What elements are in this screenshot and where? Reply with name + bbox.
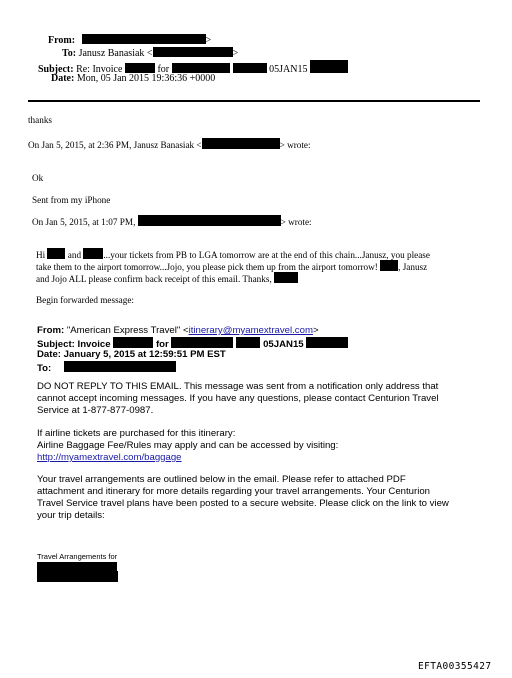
redaction	[47, 248, 65, 259]
para1-line1: DO NOT REPLY TO THIS EMAIL. This message was sent from a notification only address that	[37, 381, 439, 392]
fwd-subject-label: Subject:	[37, 339, 75, 350]
redaction	[37, 571, 118, 582]
para3-line1: Your travel arrangements are outlined below in the email. Please refer to attached PDF	[37, 474, 406, 485]
header-from: From: >	[48, 35, 212, 46]
header-to: To: Janusz Banasiak < >	[62, 48, 239, 59]
to-name: Janusz Banasiak <	[78, 48, 153, 59]
redaction	[172, 63, 230, 73]
travel-arrangements-label: Travel Arrangements for	[37, 552, 118, 561]
sent-from-text: Sent from my iPhone	[32, 195, 111, 205]
redaction	[82, 34, 206, 44]
redaction	[380, 260, 398, 271]
redaction	[64, 361, 176, 372]
message-line-1: Hi and ...your tickets from PB to LGA tomorrow are at the end of this chain...Janusz, you please	[36, 250, 430, 260]
fwd-subject-code: 05JAN15	[263, 339, 304, 350]
para3-line2: attachment and itinerary for more details regarding your travel arrangements. Your Centurion	[37, 486, 431, 497]
date-value: Mon, 05 Jan 2015 19:36:36 +0000	[76, 73, 216, 84]
redaction	[113, 337, 153, 348]
subject-prefix: Re: Invoice	[76, 64, 123, 75]
redaction	[171, 337, 233, 348]
fwd-to	[37, 361, 176, 375]
redaction	[83, 248, 103, 259]
redaction	[202, 138, 280, 149]
fwd-from-label: From:	[37, 325, 65, 336]
para2-line2: Airline Baggage Fee/Rules may apply and can be accessed by visiting:	[37, 440, 339, 451]
fwd-subject: Subject: Invoice for 05JAN15	[37, 337, 348, 351]
header-divider	[28, 100, 480, 102]
fwd-from-email-link[interactable]: itinerary@myamextravel.com	[188, 325, 313, 336]
para2-line1: If airline tickets are purchased for this itinerary:	[37, 428, 236, 439]
redaction	[153, 47, 233, 57]
subject-label: Subject:	[38, 64, 74, 75]
message-line-3: and Jojo ALL please confirm back receipt of this email. Thanks,	[36, 272, 298, 285]
subject-code: 05JAN15	[269, 64, 308, 75]
fwd-to-label: To:	[37, 363, 52, 374]
para3-line4: your trip details:	[37, 510, 105, 521]
to-label: To:	[62, 48, 77, 59]
baggage-link-row	[37, 452, 182, 464]
thanks-text: thanks	[28, 115, 52, 125]
quote-line-1: On Jan 5, 2015, at 2:36 PM, Janusz Banasiak < > wrote:	[28, 140, 311, 150]
from-label: From:	[48, 35, 76, 46]
header-date	[51, 73, 215, 84]
redaction	[233, 63, 267, 73]
document-id: EFTA00355427	[418, 661, 492, 672]
begin-forwarded: Begin forwarded message:	[36, 295, 134, 305]
date-label: Date:	[51, 73, 75, 84]
redaction	[138, 215, 281, 226]
redaction	[310, 60, 348, 73]
redaction	[274, 272, 298, 283]
fwd-from-name: "American Express Travel" <	[66, 325, 189, 336]
para1-line3: Service at 1-877-877-0987.	[37, 405, 154, 416]
quote-line-2: On Jan 5, 2015, at 1:07 PM, > wrote:	[32, 217, 312, 227]
fwd-date-value: January 5, 2015 at 12:59:51 PM EST	[63, 349, 226, 360]
fwd-date	[37, 349, 226, 361]
redaction	[236, 337, 260, 348]
fwd-date-label: Date:	[37, 349, 61, 360]
para3-line3: Travel Service travel plans have been posted to a secure website. Please click on the link to view	[37, 498, 449, 509]
header-subject: Subject: Re: Invoice for 05JAN15	[38, 60, 348, 75]
para1-line2: cannot accept incoming messages. If you have any questions, please contact Centurion Travel	[37, 393, 439, 404]
redaction	[306, 337, 348, 348]
redaction	[37, 562, 117, 571]
fwd-from: From: "American Express Travel" <itinerary@myamextravel.com>	[37, 325, 319, 336]
ok-text: Ok	[32, 173, 44, 183]
message-line-2: take them to the airport tomorrow...Jojo, you please pick them up from the airport tomorrow! , Janusz	[36, 262, 428, 272]
redaction	[125, 63, 155, 73]
baggage-link[interactable]: http://myamextravel.com/baggage	[37, 452, 182, 463]
